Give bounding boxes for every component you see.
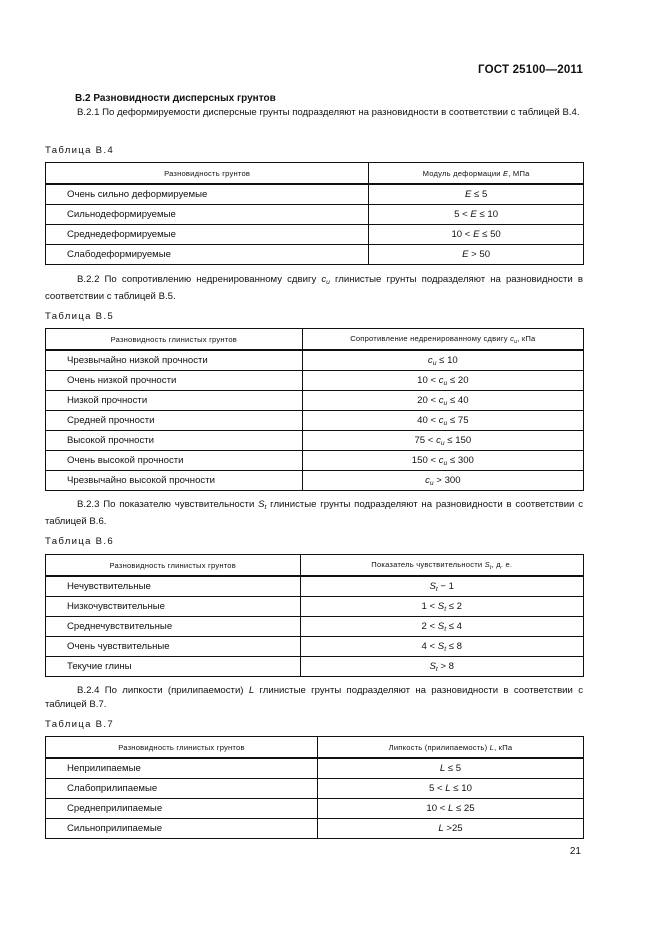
table-row	[46, 245, 584, 265]
table-b4-header-col2: Модуль деформации E, МПа	[369, 163, 584, 185]
soil-variety-cell: Очень высокой прочности	[46, 451, 303, 471]
soil-variety-cell: Слабоприлипаемые	[46, 779, 318, 799]
paragraph-b-2-3: В.2.3 По показателю чувствительности $S_t$ глинистые грунты подразделяют на разновидности в соответствии с таблицей В.6.	[45, 499, 583, 527]
table-b5	[45, 328, 584, 491]
paragraph-b-2-1: В.2.1 По деформируемости дисперсные грунты подразделяют на разновидности в соответствии с таблицей В.4.	[77, 107, 580, 118]
soil-variety-cell: Слабодеформируемые	[46, 245, 369, 265]
value-range-cell: $10 < c_u \le 20$	[302, 371, 583, 391]
soil-variety-cell: Очень чувствительные	[46, 637, 301, 657]
page-number: 21	[569, 846, 581, 857]
table-row	[46, 350, 584, 371]
table-b7-caption: Таблица В.7	[45, 719, 114, 730]
soil-variety-cell: Сильнодеформируемые	[46, 205, 369, 225]
soil-variety-cell: Низкой прочности	[46, 391, 303, 411]
table-row	[46, 597, 584, 617]
table-row	[46, 576, 584, 597]
soil-variety-cell: Сильноприлипаемые	[46, 819, 318, 839]
table-row	[46, 431, 584, 451]
table-b4-header-col1: Разновидность грунтов	[46, 163, 369, 185]
table-b7-header-col2: Липкость (прилипаемость) L, кПа	[317, 737, 583, 759]
table-b4	[45, 162, 584, 265]
section-title: В.2 Разновидности дисперсных грунтов	[75, 93, 276, 104]
soil-variety-cell: Неприлипаемые	[46, 758, 318, 779]
soil-variety-cell: Чрезвычайно высокой прочности	[46, 471, 303, 491]
table-row	[46, 371, 584, 391]
value-range-cell: $S_t > 8$	[300, 657, 583, 677]
value-range-cell: $c_u > 300$	[302, 471, 583, 491]
soil-variety-cell: Среднедеформируемые	[46, 225, 369, 245]
value-range-cell: $S_t - 1$	[300, 576, 583, 597]
value-range-cell: $4 < S_t \le 8$	[300, 637, 583, 657]
value-range-cell: E ≤ 5	[369, 184, 584, 205]
table-b7-header-col1: Разновидность глинистых грунтов	[46, 737, 318, 759]
table-row	[46, 451, 584, 471]
soil-variety-cell: Среднеприлипаемые	[46, 799, 318, 819]
value-range-cell: E > 50	[369, 245, 584, 265]
table-b5-header-col1: Разновидность глинистых грунтов	[46, 329, 303, 351]
soil-variety-cell: Низкочувствительные	[46, 597, 301, 617]
document-code: ГОСТ 25100—2011	[478, 64, 583, 76]
soil-variety-cell: Высокой прочности	[46, 431, 303, 451]
table-b5-caption: Таблица В.5	[45, 311, 114, 322]
table-b6-header-col1: Разновидность глинистых грунтов	[46, 555, 301, 577]
value-range-cell: $c_u \le 10$	[302, 350, 583, 371]
table-b5-header-col2: Сопротивление недренированному сдвигу $c_u$, кПа	[302, 329, 583, 351]
value-range-cell: $1 < S_t \le 2$	[300, 597, 583, 617]
table-b6-caption: Таблица В.6	[45, 536, 114, 547]
table-b6-header-col2: Показатель чувствительности $S_t$, д. е.	[300, 555, 583, 577]
table-row	[46, 184, 584, 205]
value-range-cell: $20 < c_u \le 40$	[302, 391, 583, 411]
soil-variety-cell: Очень сильно деформируемые	[46, 184, 369, 205]
table-b4-caption: Таблица В.4	[45, 145, 114, 156]
value-range-cell: 5 < E ≤ 10	[369, 205, 584, 225]
table-row	[46, 225, 584, 245]
table-row	[46, 657, 584, 677]
value-range-cell: $75 < c_u \le 150$	[302, 431, 583, 451]
value-range-cell: 10 < E ≤ 50	[369, 225, 584, 245]
paragraph-b-2-4: В.2.4 По липкости (прилипаемости) L глинистые грунты подразделяют на разновидности в соответствии с таблицей В.7.	[45, 685, 583, 710]
table-row	[46, 471, 584, 491]
table-b7	[45, 736, 584, 839]
value-range-cell: 5 < L ≤ 10	[317, 779, 583, 799]
table-row	[46, 779, 584, 799]
value-range-cell: L >25	[317, 819, 583, 839]
value-range-cell: $40 < c_u \le 75$	[302, 411, 583, 431]
table-row	[46, 617, 584, 637]
soil-variety-cell: Средней прочности	[46, 411, 303, 431]
paragraph-b-2-2: В.2.2 По сопротивлению недренированному сдвигу $c_u$ глинистые грунты подразделяют на разновидности в соответствии с таблицей В.5.	[45, 274, 583, 302]
soil-variety-cell: Среднечувствительные	[46, 617, 301, 637]
soil-variety-cell: Чрезвычайно низкой прочности	[46, 350, 303, 371]
value-range-cell: 10 < L ≤ 25	[317, 799, 583, 819]
table-row	[46, 758, 584, 779]
table-row	[46, 799, 584, 819]
soil-variety-cell: Нечувствительные	[46, 576, 301, 597]
table-row	[46, 819, 584, 839]
table-row	[46, 391, 584, 411]
soil-variety-cell: Очень низкой прочности	[46, 371, 303, 391]
value-range-cell: L ≤ 5	[317, 758, 583, 779]
table-row	[46, 205, 584, 225]
table-row	[46, 411, 584, 431]
value-range-cell: $2 < S_t \le 4$	[300, 617, 583, 637]
soil-variety-cell: Текучие глины	[46, 657, 301, 677]
table-row	[46, 637, 584, 657]
table-b6	[45, 554, 584, 677]
value-range-cell: $150 < c_u \le 300$	[302, 451, 583, 471]
